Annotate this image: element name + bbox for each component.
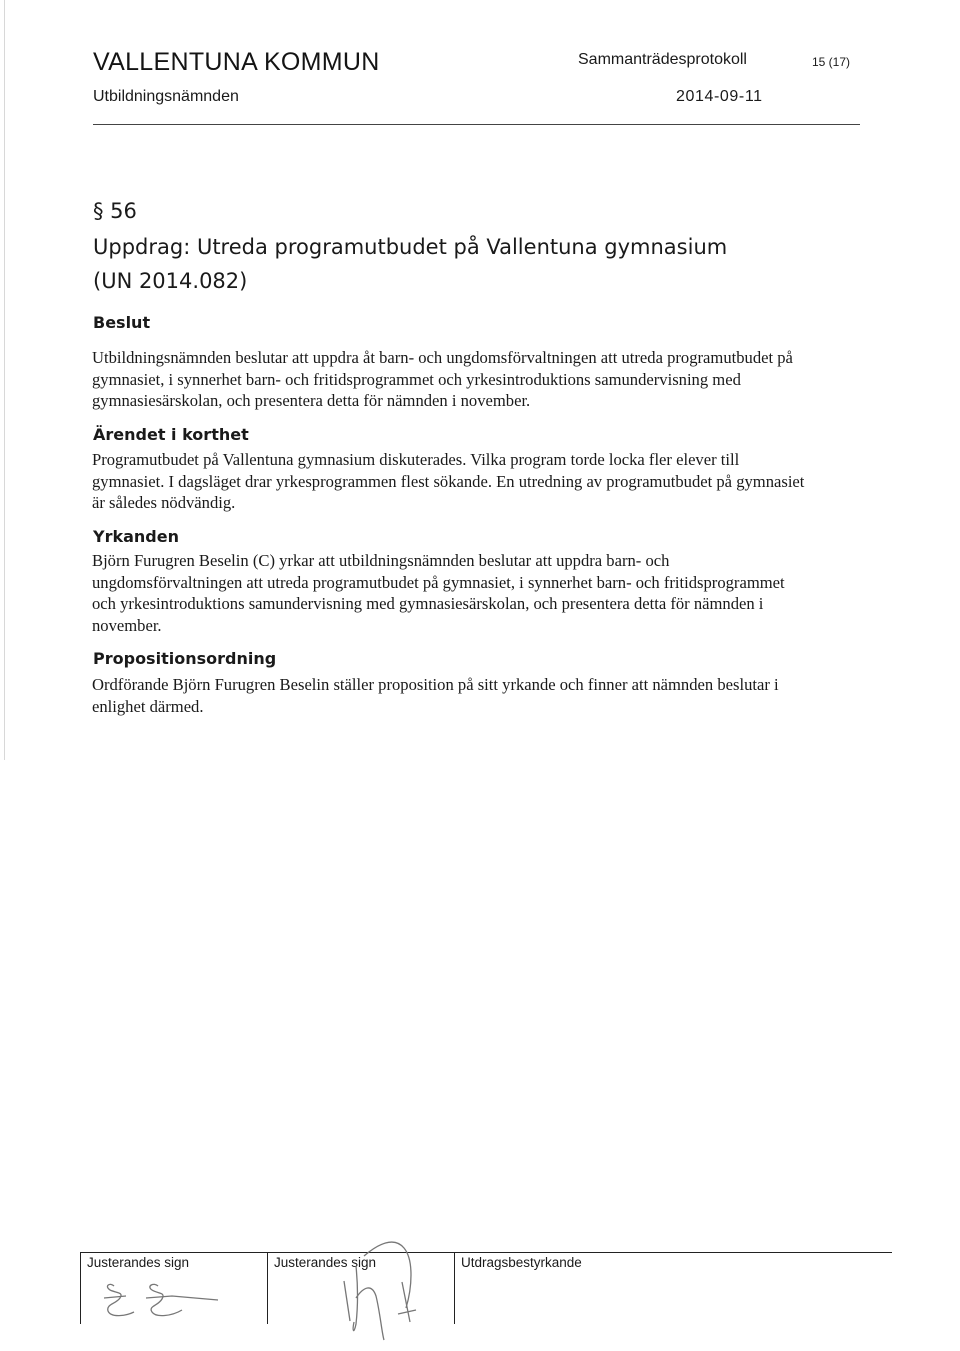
signature-label-3: Utdragsbestyrkande bbox=[461, 1255, 582, 1270]
handwritten-signature-1 bbox=[100, 1278, 230, 1322]
signature-table bbox=[80, 1252, 892, 1324]
signature-table-top-border bbox=[80, 1252, 892, 1253]
signature-divider-2 bbox=[267, 1252, 268, 1324]
text-propositionsordning: Ordförande Björn Furugren Beselin ställer proposition på sitt yrkande och finner att nämnden beslutar i enlighet därmed. bbox=[92, 675, 779, 716]
page-number: 15 (17) bbox=[812, 55, 851, 69]
organization-name: VALLENTUNA KOMMUN bbox=[93, 48, 380, 76]
signature-divider-3 bbox=[454, 1252, 455, 1324]
heading-beslut: Beslut bbox=[93, 313, 151, 332]
paragraph-number: § 56 bbox=[93, 199, 137, 223]
text-yrkanden: Björn Furugren Beselin (C) yrkar att utbildningsnämnden beslutar att uppdra barn- och ungdomsförvaltningen att utreda programutbudet på gymnasiet, i synnerhet barn- och fritidsprogrammet och yrkesintroduktions samundervisning med gymnasiesärskolan, och presentera detta för nämnden i november. bbox=[92, 551, 785, 635]
text-beslut: Utbildningsnämnden beslutar att uppdra åt barn- och ungdomsförvaltningen att utreda programutbudet på gymnasiet, i synnerhet barn- och fritidsprogrammet och yrkesintroduktions samundervisning med gymnasiesärskolan, och presentera detta för nämnden i november. bbox=[92, 348, 793, 410]
signature-divider-1 bbox=[80, 1252, 81, 1324]
handwritten-signature-2 bbox=[320, 1226, 450, 1346]
committee-name: Utbildningsnämnden bbox=[93, 88, 239, 105]
heading-yrkanden: Yrkanden bbox=[93, 527, 179, 546]
meeting-date: 2014-09-11 bbox=[676, 88, 763, 105]
header-divider bbox=[93, 124, 860, 125]
item-title: Uppdrag: Utreda programutbudet på Vallentuna gymnasium (UN 2014.082) bbox=[93, 235, 728, 293]
signature-label-1: Justerandes sign bbox=[87, 1255, 190, 1270]
signature-label-2: Justerandes sign bbox=[274, 1255, 377, 1270]
heading-propositionsordning: Propositionsordning bbox=[93, 649, 277, 668]
scan-page-edge bbox=[4, 0, 5, 760]
document-type: Sammanträdesprotokoll bbox=[578, 51, 747, 68]
heading-arendet-i-korthet: Ärendet i korthet bbox=[93, 425, 249, 444]
text-arendet-i-korthet: Programutbudet på Vallentuna gymnasium diskuterades. Vilka program torde locka fler elever till gymnasiet. I dagsläget drar yrkesprogrammen flest sökande. En utredning av programutbudet på gymnasiet är således nödvändig. bbox=[92, 450, 805, 512]
